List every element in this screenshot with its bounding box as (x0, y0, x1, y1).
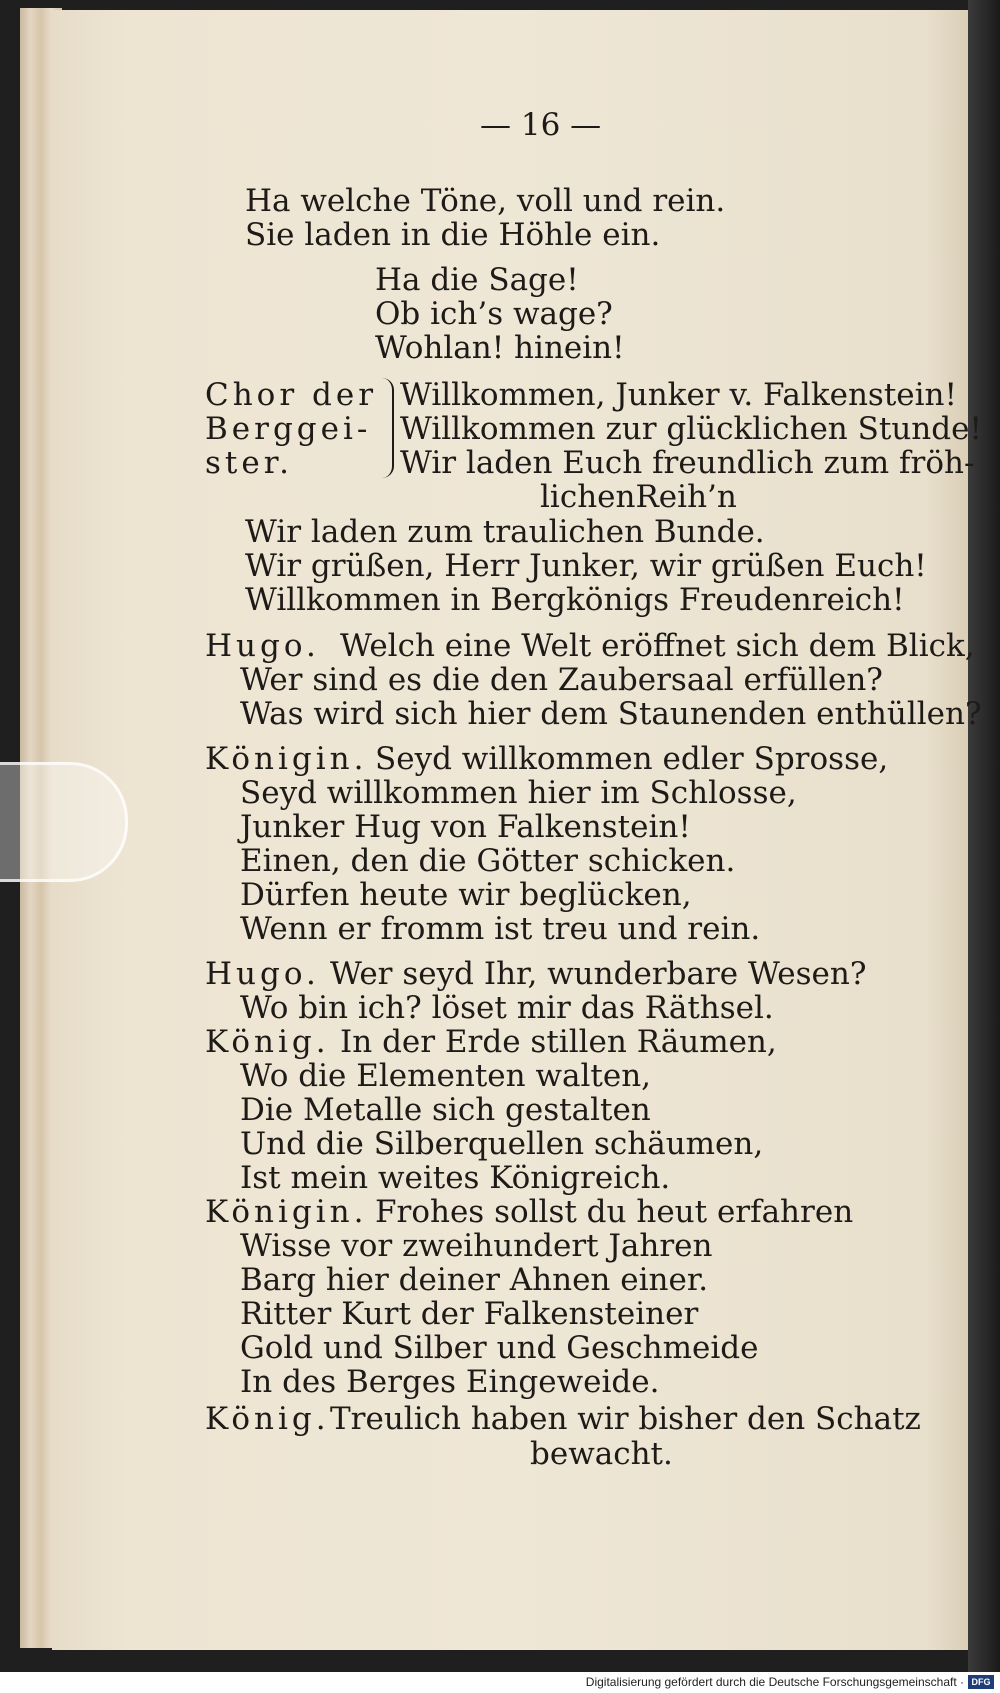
speaker-label: ster. (205, 445, 293, 481)
verse-line: Wer seyd Ihr, wunderbare Wesen? (330, 956, 867, 992)
verse-line: Willkommen zur glücklichen Stunde! (400, 411, 982, 447)
speaker-label: Berggei- (205, 411, 372, 447)
footer-bar (0, 1672, 1000, 1693)
verse-line: In der Erde stillen Räumen, (340, 1024, 777, 1060)
brace-mark (380, 378, 394, 478)
verse-line: Treulich haben wir bisher den Schatz (330, 1401, 921, 1437)
verse-line: Ob ich’s wage? (375, 296, 613, 332)
speaker-label: König. (205, 1024, 330, 1060)
verse-line: Wir laden Euch freundlich zum fröh- (400, 445, 975, 481)
verse-line: Ist mein weites Königreich. (240, 1160, 671, 1196)
verse-line: Und die Silberquellen schäumen, (240, 1126, 764, 1162)
verse-line: Sie laden in die Höhle ein. (245, 217, 661, 253)
verse-line: Was wird sich hier dem Staunenden enthüllen? (240, 696, 982, 732)
verse-line: Wir grüßen, Herr Junker, wir grüßen Euch! (245, 548, 927, 584)
verse-line: Wisse vor zweihundert Jahren (240, 1228, 713, 1264)
speaker-label: König. (205, 1401, 330, 1437)
verse-line: bewacht. (530, 1436, 673, 1472)
page-number: — 16 — (480, 107, 602, 143)
dfg-logo-icon: DFG (968, 1675, 994, 1689)
verse-line: Frohes sollst du heut erfahren (375, 1194, 854, 1230)
verse-line: Junker Hug von Falkenstein! (240, 809, 691, 845)
verse-line: Ha welche Töne, voll und rein. (245, 183, 726, 219)
verse-line: Wir laden zum traulichen Bunde. (245, 514, 765, 550)
verse-line: Barg hier deiner Ahnen einer. (240, 1262, 709, 1298)
verse-line: In des Berges Eingeweide. (240, 1364, 660, 1400)
verse-line: Wer sind es die den Zaubersaal erfüllen? (240, 662, 883, 698)
verse-line: Gold und Silber und Geschmeide (240, 1330, 759, 1366)
speaker-label: Hugo. (205, 956, 320, 992)
speaker-label: Hugo. (205, 628, 320, 664)
verse-line: Einen, den die Götter schicken. (240, 843, 736, 879)
verse-line: Wo die Elementen walten, (240, 1058, 652, 1094)
verse-line: Ha die Sage! (375, 262, 579, 298)
verse-line: Willkommen, Junker v. Falkenstein! (400, 377, 957, 413)
verse-line: Willkommen in Bergkönigs Freudenreich! (245, 582, 905, 618)
verse-line: Welch eine Welt eröffnet sich dem Blick, (340, 628, 975, 664)
verse-line: Ritter Kurt der Falkensteiner (240, 1296, 699, 1332)
verse-line: Wo bin ich? löset mir das Räthsel. (240, 990, 774, 1026)
verse-line: Seyd willkommen edler Sprosse, (375, 741, 889, 777)
speaker-label: Königin. (205, 741, 368, 777)
verse-line: Wohlan! hinein! (375, 330, 625, 366)
speaker-label: Chor der (205, 377, 378, 413)
verse-line: lichenReih’n (540, 479, 737, 515)
verse-line: Wenn er fromm ist treu und rein. (240, 911, 761, 947)
speaker-label: Königin. (205, 1194, 368, 1230)
funding-notice: Digitalisierung gefördert durch die Deutsche Forschungsgemeinschaft · (585, 1675, 964, 1689)
verse-line: Die Metalle sich gestalten (240, 1092, 651, 1128)
verse-line: Seyd willkommen hier im Schlosse, (240, 775, 797, 811)
page-clip (0, 762, 128, 882)
verse-line: Dürfen heute wir beglücken, (240, 877, 692, 913)
